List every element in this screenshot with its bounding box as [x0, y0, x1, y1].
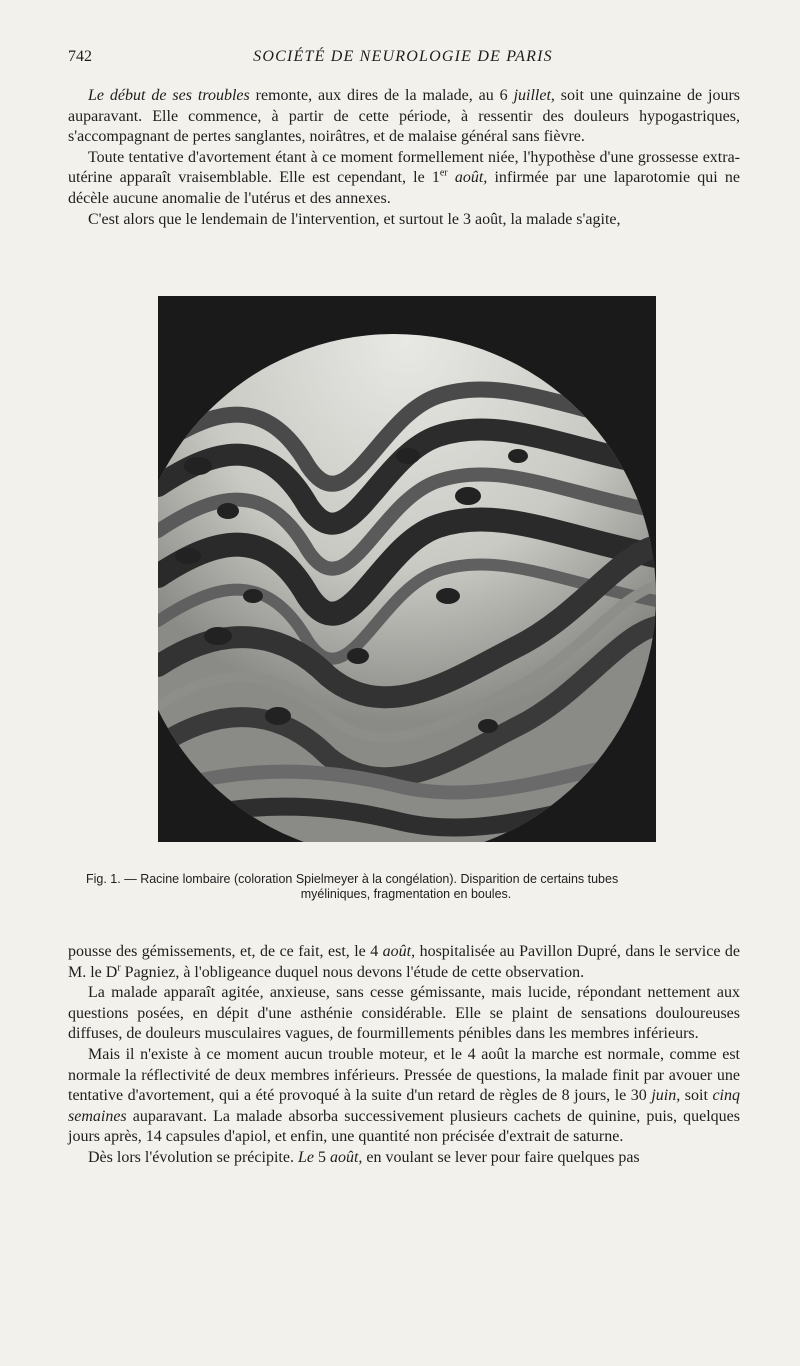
text-block-top — [68, 86, 740, 230]
italic-lead: Le début de ses troubles — [88, 87, 250, 104]
figure-label: Fig. 1. — — [86, 872, 137, 886]
italic-date: août, — [329, 1148, 363, 1166]
caption-text-line2: myéliniques, fragmentation en boules. — [300, 887, 512, 901]
italic-date: juillet, — [513, 87, 555, 104]
italic-date: août, — [447, 169, 488, 187]
italic-lead: Le — [297, 1148, 314, 1166]
text-block-bottom — [68, 942, 740, 1169]
paragraph: Mais il n'existe à ce moment aucun trouble moteur, et le 4 août la marche est normale, comme est normale la réflectivité de deux membres inférieurs. Pressée de questions, la malade finit par avouer une tentative d'avortement, qui a été provoqué à la suite d'un retard de règles de 8 jours, le 30 juin, soit cinq semaines auparavant. La malade absorba successivement plusieurs cachets de quinine, puis, quelques jours après, 14 capsules d'apiol, et enfin, une quantité non précisée d'extrait de saturne. — [68, 1045, 740, 1146]
italic-date: juin, — [651, 1087, 681, 1105]
running-title: SOCIÉTÉ DE NEUROLOGIE DE PARIS — [253, 48, 553, 65]
micrograph-image — [158, 296, 656, 842]
paragraph: Dès lors l'évolution se précipite. Le 5 août, en voulant se lever pour faire quelques pas — [88, 1148, 640, 1166]
page-number: 742 — [68, 48, 92, 65]
micrograph-figure — [158, 296, 656, 842]
paragraph: C'est alors que le lendemain de l'intervention, et surtout le 3 août, la malade s'agite, — [88, 210, 621, 228]
figure-caption — [86, 872, 726, 902]
italic-emphasis: cinq semaines — [68, 1087, 740, 1125]
superscript: r — [117, 962, 121, 974]
paragraph: La malade apparaît agitée, anxieuse, sans cesse gémissante, mais lucide, répondant nettement aux questions posées, en dépit d'une asthénie considérable. Elle se plaint de sensations douloureuses diffuses, de douleurs musculaires vagues, de fourmillements pénibles dans les membres inférieurs. — [68, 984, 740, 1043]
paragraph: Toute tentative d'avortement étant à ce moment formellement niée, l'hypothèse d'une grossesse extra-utérine apparaît vraisemblable. Elle est cependant, le 1er août, infirmée par une laparotomie qui ne décèle aucune anomalie de l'utérus et des annexes. — [68, 148, 741, 207]
caption-text-line1: Racine lombaire (coloration Spielmeyer à la congélation). Disparition de certains tubes — [136, 872, 619, 886]
page-header — [68, 48, 738, 72]
italic-date: août, — [382, 943, 416, 960]
paragraph: pousse des gémissements, et, de ce fait, est, le 4 août, hospitalisée au Pavillon Dupré, dans le service de M. le $D^r$ Pagniez, à l'obligeance duquel nous devons l'étude de cette observation. — [68, 943, 740, 981]
superscript: er — [439, 168, 448, 180]
paragraph: Le début de ses troubles remonte, aux dires de la malade, au 6 juillet, soit une quinzaine de jours auparavant. Elle commence, à partir de cette période, à ressentir des douleurs hypogastriques, s'accompagnant de pertes sanglantes, noirâtres, et de malaise général sans fièvre. — [68, 87, 740, 146]
